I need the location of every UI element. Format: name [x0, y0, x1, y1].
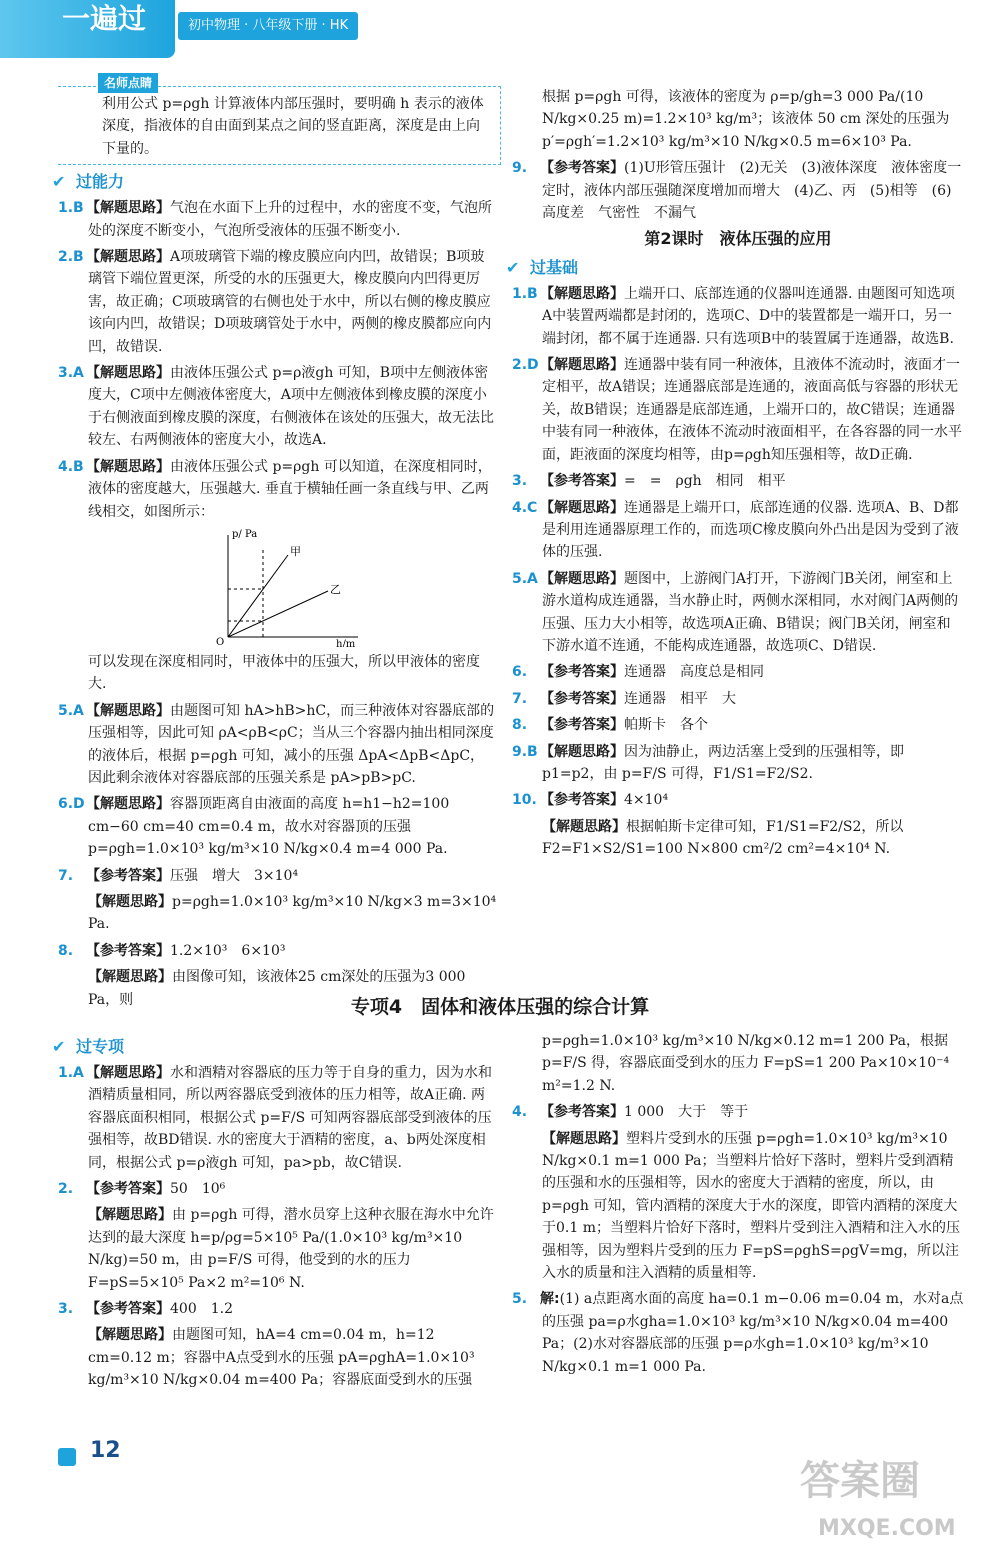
item-tag: 【解题思路】	[86, 796, 170, 813]
item-tag: 【参考答案】	[86, 867, 170, 884]
item-text: 由液体压强公式 p=ρ液gh 可知，B项中左侧液体密度大，C项中左侧液体密度大，A项中左侧液体到橡皮膜的深度小于右侧液面到橡皮膜的深度，右侧液体在该处的压强大，故无法比较左、右两侧液体的密度大小，故选A.	[88, 365, 494, 449]
page-number: 12	[90, 1438, 121, 1463]
item-text: 帕斯卡 各个	[624, 717, 708, 734]
answer-item	[58, 246, 498, 358]
item-text: (1)U形管压强计 (2)无关 (3)液体深度 液体密度一定时，液体内部压强随深度增加而增大 (4)乙、丙 (5)相等 (6)高度差 气密性 不漏气	[542, 160, 962, 222]
check-icon: ✔	[52, 172, 66, 192]
brand-banner	[0, 0, 175, 58]
answer-item	[512, 1128, 964, 1285]
item-text: 由题图可知 hA>hB>hC，而三种液体对容器底部的压强相等，因此可知 ρA<ρB<ρC；当从三个容器内抽出相同深度的液体后，根据 p=ρgh 可知，减小的压强 ΔpA<ΔpB<ΔpC，因此剩余液体对容器底部的压强关系是 pA>pB>pC.	[88, 702, 495, 786]
bottom-left-column	[52, 1030, 498, 1396]
item-text: 上端开口、底部连通的仪器叫连通器. 由题图可知选项A中装置两端都是封闭的，选项C、D中的装置都是一端开口，另一端封闭，都不属于连通器. 只有选项B中的装置属于连通器，故选B.	[542, 285, 955, 347]
line-jia	[228, 555, 288, 637]
item-tag: 【参考答案】	[540, 717, 624, 734]
item-text: 连通器 相平 大	[624, 690, 736, 707]
item-tag: 【解题思路】	[88, 893, 172, 910]
item-number: 2.D	[512, 357, 539, 374]
item-text: (1) a点距离水面的高度 ha=0.1 m−0.06 m=0.04 m，水对a点的压强 pa=ρ水gha=1.0×10³ kg/m³×10 N/kg×0.04 m=400 Pa；(2)水对容器底部的压强 p=ρ水gh=1.0×10³ kg/m³×10 N/kg×0.1 m=1 000 Pa.	[542, 1291, 964, 1375]
answer-item	[512, 354, 964, 466]
item-text: 题图中，上游阀门A打开，下游阀门B关闭，闸室和上游水道构成连通器，当水静止时，两侧水深相同，水对阀门A两侧的压强、压力大小相等，故选项A正确、B错误；阀门B关闭，闸室和下游水道不连通，不能构成连通器，故选项C、D错误.	[542, 570, 959, 654]
item-number: 1.B	[512, 285, 538, 302]
bottom-right-column	[512, 1030, 964, 1382]
label-yi: 乙	[330, 582, 341, 596]
item-text: p=ρgh=1.0×10³ kg/m³×10 N/kg×3 m=3×10⁴ Pa.	[88, 893, 497, 933]
watermark-url: MXQE.COM	[818, 1516, 956, 1541]
item-text: p=ρgh=1.0×10³ kg/m³×10 N/kg×0.12 m=1 200 Pa，根据 p=F/S 得，容器底面受到水的压力 F=pS=1 200 Pa×10×10⁻⁴ m²=1.2 N.	[542, 1033, 950, 1094]
item-number: 6.D	[58, 796, 85, 813]
answer-item	[58, 891, 498, 936]
item-text: 1.2×10³ 6×10³	[170, 942, 286, 959]
check-icon: ✔	[506, 257, 520, 277]
item-text: 400 1.2	[170, 1301, 233, 1318]
topic-title: 专项4 固体和液体压强的综合计算	[350, 996, 650, 1018]
item-text: 连通器 高度总是相同	[624, 664, 764, 681]
item-tag: 【解题思路】	[540, 357, 624, 374]
item-number: 4.B	[58, 458, 84, 475]
item-text: 根据帕斯卡定律可知，F1/S1=F2/S2，所以 F2=F1×S2/S1=100 N×800 cm²/2 cm²=4×10⁴ N.	[542, 818, 904, 858]
item-number: 3.	[512, 473, 528, 490]
item-number: 4.C	[512, 499, 538, 516]
item-tag: 【解题思路】	[88, 969, 172, 986]
x-axis-label: h/m	[336, 638, 356, 647]
item-text: 由液体压强公式 p=ρgh 可以知道，在深度相同时，液体的密度越大，压强越大. 垂直于横轴任画一条直线与甲、乙两线相交，如图所示：	[88, 458, 492, 520]
item-tag: 【解题思路】	[540, 570, 624, 587]
item-number: 9.B	[512, 743, 538, 760]
watermark-logo: 答案圈	[800, 1458, 920, 1504]
item-tag: 【解题思路】	[540, 743, 624, 760]
item-tag: 【参考答案】	[86, 1181, 170, 1198]
y-axis-label: p/ Pa	[232, 528, 258, 540]
origin-label: O	[216, 636, 225, 647]
item-number: 6.	[512, 664, 528, 681]
answer-item	[58, 865, 498, 887]
tip-label: 名师点睛	[98, 73, 158, 93]
right-column	[506, 86, 964, 865]
series-label: 初中物理 · 八年级下册 · HK	[178, 12, 358, 40]
item-text: 压强 增大 3×10⁴	[170, 867, 299, 884]
item-number: 7.	[512, 690, 528, 707]
label-jia: 甲	[290, 544, 301, 558]
answer-item	[512, 741, 964, 786]
item-text: 水和酒精对容器底的压力等于自身的重力，因为水和酒精质量相同，所以两容器底受到液体的压力相等，故A正确. 两容器底面积相同，根据公式 p=F/S 可知两容器底部受到液体的压强相等，故BD错误. 水的密度大于酒精的密度，a、b两处深度相同，根据公式 p=ρ液gh 可知，pa>pb，故C错误.	[88, 1065, 492, 1171]
item-text: 根据 p=ρgh 可得，该液体的密度为 ρ=p/gh=3 000 Pa/(10 N/kg×0.25 m)=1.2×10³ kg/m³；该液体 50 cm 深处的压强为 p′=ρgh′=1.2×10³ kg/m³×10 N/kg×0.5 m=6×10³ Pa.	[542, 89, 950, 150]
answer-item	[512, 283, 964, 350]
item-text: 由图像可知，该液体25 cm深处的压强为3 000 Pa，则	[88, 969, 466, 1008]
item-tag: 【解题思路】	[88, 1327, 172, 1344]
item-tag: 【解题思路】	[540, 499, 624, 516]
item-tag: 【解题思路】	[86, 200, 170, 217]
item-text: 塑料片受到水的压强 p=ρgh=1.0×10³ kg/m³×10 N/kg×0.1 m=1 000 Pa；当塑料片恰好下落时，塑料片受到酒精的压强和水的压强相等，因水的密度大于酒精的密度，所以，由 p=ρgh 可知，管内酒精的深度大于水的深度，即管内酒精的深度大于0.1 m；当塑料片恰好下落时，塑料片受到注入酒精和注入水的压强相等，因为塑料片受到的压力 F=pS=ρghS=ρgV=mg，所以注入水的质量和注入酒精的质量相等.	[542, 1130, 960, 1282]
item-number: 10.	[512, 792, 537, 809]
page-marker-icon	[58, 1448, 76, 1466]
item-number: 2.B	[58, 249, 84, 266]
answer-item	[512, 470, 964, 492]
item-number: 7.	[58, 867, 74, 884]
item-text: = = ρgh 相同 相平	[624, 473, 786, 490]
graph-conclusion: 可以发现在深度相同时，甲液体中的压强大，所以甲液体的密度大.	[88, 653, 480, 693]
answer-item	[512, 497, 964, 564]
section-title: ✔ 过能力	[52, 171, 498, 195]
item-tag: 【参考答案】	[540, 160, 624, 177]
answer-item	[512, 1288, 964, 1378]
item-tag: 【解题思路】	[542, 818, 626, 835]
answer-item	[512, 714, 964, 736]
section-title: ✔ 过基础	[506, 257, 964, 281]
item-tag: 【解题思路】	[86, 1065, 170, 1081]
answer-item	[58, 1204, 498, 1294]
answer-item	[512, 568, 964, 658]
item-tag: 【参考答案】	[86, 1301, 170, 1318]
item-tag: 【参考答案】	[540, 664, 624, 681]
answer-item	[512, 688, 964, 710]
item-tag: 【解题思路】	[540, 285, 624, 302]
item-text: 连通器中装有同一种液体，且液体不流动时，液面才一定相平，故A错误；连通器底部是连通的，液面高低与容器的形状无关，故B错误；连通器是底部连通，上端开口的，故C错误；连通器中装有同一种液体，在液体不流动时液面相平，在各容器的同一水平面，距液面的深度均相等，由p=ρgh知压强相等，故D正确.	[542, 357, 962, 463]
item-number: 1.B	[58, 200, 84, 217]
item-text: 由题图可知，hA=4 cm=0.04 m，h=12 cm=0.12 m；容器中A点受到水的压强 pA=ρghA=1.0×10³ kg/m³×10 N/kg×0.04 m=400 Pa；容器底面受到水的压强	[88, 1327, 475, 1389]
item-text: 50 10⁶	[170, 1181, 226, 1198]
left-column	[52, 60, 498, 1015]
item-number: 5.	[512, 1291, 528, 1308]
answer-item	[512, 1101, 964, 1123]
answer-item	[512, 816, 964, 861]
answer-item	[512, 661, 964, 683]
item-text: 4×10⁴	[624, 792, 669, 809]
answer-item	[512, 157, 964, 224]
answer-item	[58, 1062, 498, 1174]
item-text: A项玻璃管下端的橡皮膜应向内凹，故错误；B项玻璃管下端位置更深，所受的水的压强更大，橡皮膜向内凹得更厉害，故正确；C项玻璃管的右侧也处于水中，所以右侧的橡皮膜应该向内凹，故错误；D项玻璃管处于水中，两侧的橡皮膜都应向内凹，故错误.	[88, 249, 492, 355]
item-number: 5.A	[58, 702, 84, 719]
item-tag: 【参考答案】	[540, 473, 624, 490]
item-number: 8.	[512, 717, 528, 734]
item-tag: 【参考答案】	[540, 1104, 624, 1121]
item-tag: 【参考答案】	[540, 792, 624, 809]
answer-item	[58, 456, 498, 523]
item-tag: 【参考答案】	[86, 942, 170, 959]
line-yi	[228, 591, 328, 637]
answer-item	[58, 1178, 498, 1200]
item-tag: 【解题思路】	[86, 365, 170, 382]
item-number: 1.A	[58, 1065, 84, 1081]
answer-item	[58, 1324, 498, 1391]
item-tag: 【解题思路】	[86, 249, 170, 266]
page-header	[0, 0, 1000, 62]
item-tag: 解:	[540, 1291, 560, 1308]
answer-item	[58, 940, 498, 962]
item-number: 9.	[512, 160, 528, 177]
answer-item	[512, 86, 964, 153]
item-tag: 【解题思路】	[86, 458, 170, 475]
pressure-depth-graph	[208, 527, 368, 647]
item-number: 5.A	[512, 570, 538, 587]
answer-item	[512, 789, 964, 811]
item-tag: 【参考答案】	[540, 690, 624, 707]
item-number: 3.	[58, 1301, 74, 1318]
item-number: 4.	[512, 1104, 528, 1121]
tip-box	[58, 76, 501, 165]
item-text: 由 p=ρgh 可得，潜水员穿上这种衣服在海水中允许达到的最大深度 h=p/ρg=5×10⁵ Pa/(1.0×10³ kg/m³×10 N/kg)=50 m，由 p=F/S 可得，他受到的水的压力 F=pS=5×10⁵ Pa×2 m²=10⁶ N.	[88, 1207, 494, 1291]
item-number: 2.	[58, 1181, 74, 1198]
brand-logo: 一遍过	[62, 2, 147, 35]
lesson-title: 第2课时 液体压强的应用	[644, 229, 832, 249]
item-number: 3.A	[58, 365, 84, 382]
answer-item	[58, 362, 498, 452]
answer-item	[58, 1298, 498, 1320]
item-number: 8.	[58, 942, 74, 959]
check-icon: ✔	[52, 1037, 66, 1056]
item-text: 气泡在水面下上升的过程中，水的密度不变，气泡所处的深度不断变小，气泡所受液体的压强不断变小.	[88, 200, 492, 239]
item-text: 连通器是上端开口，底部连通的仪器. 选项A、B、D都是利用连通器原理工作的，而选项C橡皮膜向外凸出是因为受到了液体的压强.	[542, 499, 959, 561]
item-text: 1 000 大于 等于	[624, 1104, 749, 1121]
answer-item	[58, 793, 498, 860]
answer-item	[58, 700, 498, 790]
tip-text: 利用公式 p=ρgh 计算液体内部压强时，要明确 h 表示的液体深度，指液体的自由面到某点之间的竖直距离，深度是由上向下量的。	[102, 96, 484, 157]
item-text: 容器顶距离自由液面的高度 h=h1−h2=100 cm−60 cm=40 cm=0.4 m，故水对容器顶的压强 p=ρgh=1.0×10³ kg/m³×10 N/kg×0.4 m=4 000 Pa.	[88, 796, 450, 858]
item-tag: 【解题思路】	[542, 1130, 626, 1147]
section-title: ✔ 过专项	[52, 1036, 498, 1060]
item-text: 因为油静止，两边活塞上受到的压强相等，即 p1=p2，由 p=F/S 可得，F1/S1=F2/S2.	[542, 743, 904, 782]
item-tag: 【解题思路】	[86, 702, 170, 719]
answer-item	[58, 197, 498, 242]
item-tag: 【解题思路】	[88, 1207, 172, 1224]
answer-item	[512, 1030, 964, 1097]
